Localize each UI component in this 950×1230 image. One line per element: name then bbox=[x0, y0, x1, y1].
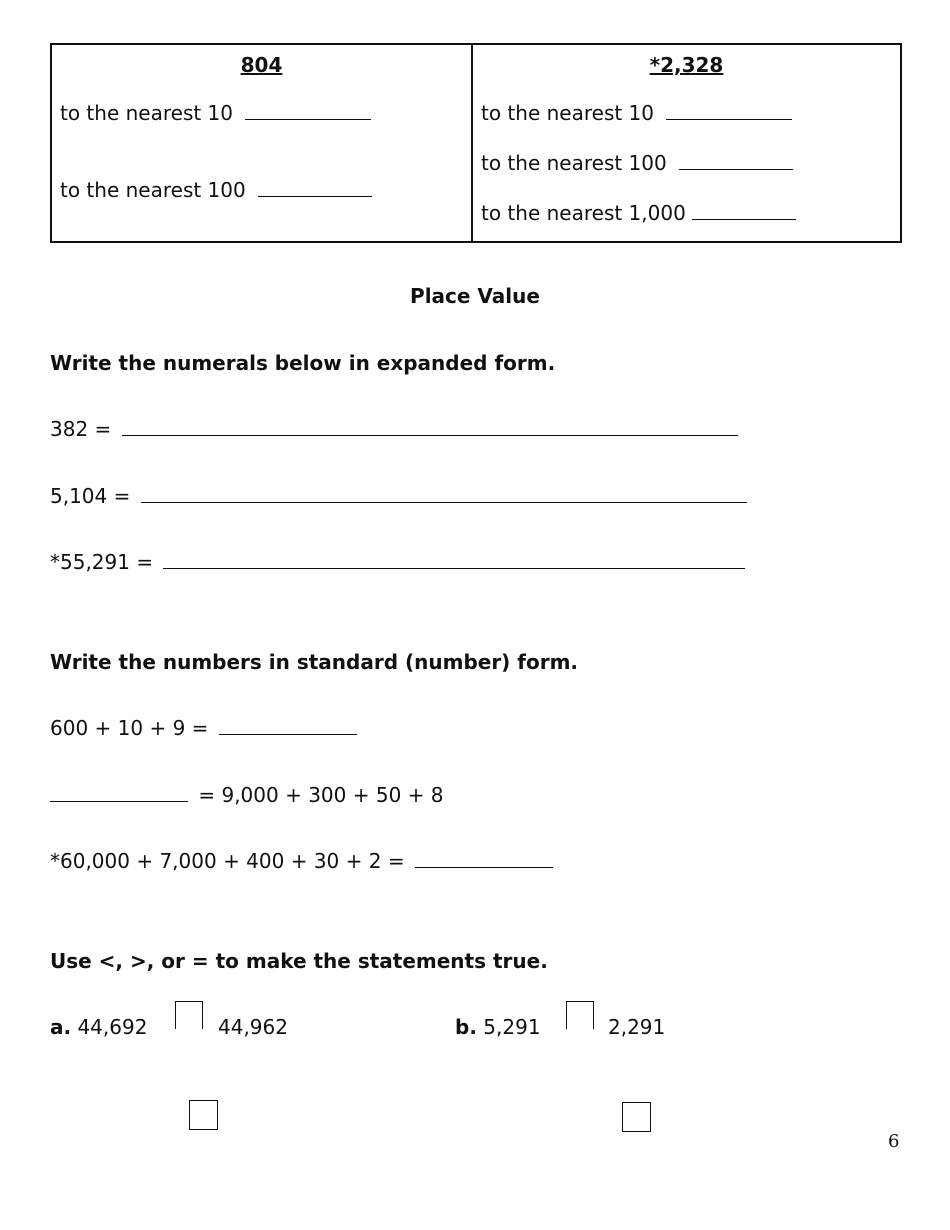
expanded-item-382-blank[interactable] bbox=[122, 417, 738, 436]
standard-item-3 bbox=[50, 849, 553, 873]
right-row-nearest-100 bbox=[481, 151, 793, 175]
standard-item-3-label: *60,000 + 7,000 + 400 + 30 + 2 = bbox=[50, 849, 405, 873]
expanded-item-5104-blank[interactable] bbox=[141, 484, 747, 503]
expanded-instruction: Write the numerals below in expanded form. bbox=[50, 351, 556, 375]
page-number: 6 bbox=[888, 1131, 900, 1152]
standard-item-3-blank[interactable] bbox=[415, 849, 553, 868]
right-row-nearest-100-blank[interactable] bbox=[679, 151, 793, 170]
right-cell-number: *2,328 bbox=[649, 53, 724, 77]
compare-instruction: Use <, >, or = to make the statements true. bbox=[50, 949, 548, 973]
right-row-nearest-1000 bbox=[481, 201, 796, 225]
expanded-item-5104 bbox=[50, 484, 747, 508]
compare-a-left: 44,692 bbox=[77, 1015, 148, 1039]
compare-b-answer-box[interactable] bbox=[566, 1001, 594, 1029]
left-row-nearest-10-label: to the nearest 10 bbox=[60, 101, 234, 125]
standard-item-1-blank[interactable] bbox=[219, 716, 357, 735]
compare-d-answer-box[interactable] bbox=[622, 1102, 651, 1132]
right-row-nearest-100-label: to the nearest 100 bbox=[481, 151, 667, 175]
compare-a-right: 44,962 bbox=[218, 1015, 288, 1039]
compare-b bbox=[455, 1015, 541, 1039]
compare-a-answer-box[interactable] bbox=[175, 1001, 203, 1029]
compare-b-left: 5,291 bbox=[483, 1015, 541, 1039]
rounding-table bbox=[50, 43, 902, 243]
left-row-nearest-100 bbox=[60, 178, 372, 202]
standard-instruction: Write the numbers in standard (number) form. bbox=[50, 650, 579, 674]
left-row-nearest-10 bbox=[60, 101, 371, 125]
expanded-item-382-label: 382 = bbox=[50, 417, 112, 441]
standard-item-1 bbox=[50, 716, 357, 740]
expanded-item-55291-blank[interactable] bbox=[163, 550, 745, 569]
compare-a bbox=[50, 1015, 147, 1039]
compare-c-answer-box[interactable] bbox=[189, 1100, 218, 1130]
compare-b-label: b. bbox=[455, 1015, 477, 1039]
right-row-nearest-10-blank[interactable] bbox=[666, 101, 792, 120]
expanded-item-55291-label: *55,291 = bbox=[50, 550, 154, 574]
compare-b-right: 2,291 bbox=[608, 1015, 666, 1039]
standard-item-2-blank[interactable] bbox=[50, 783, 188, 802]
standard-item-2-label: = 9,000 + 300 + 50 + 8 bbox=[198, 783, 444, 807]
left-row-nearest-100-blank[interactable] bbox=[258, 178, 372, 197]
left-row-nearest-100-label: to the nearest 100 bbox=[60, 178, 246, 202]
section-title: Place Value bbox=[410, 284, 540, 308]
right-row-nearest-10-label: to the nearest 10 bbox=[481, 101, 655, 125]
right-row-nearest-1000-label: to the nearest 1,000 bbox=[481, 201, 686, 225]
standard-item-2 bbox=[50, 783, 444, 807]
expanded-item-5104-label: 5,104 = bbox=[50, 484, 131, 508]
left-cell-number: 804 bbox=[240, 53, 283, 77]
right-row-nearest-10 bbox=[481, 101, 792, 125]
right-row-nearest-1000-blank[interactable] bbox=[692, 201, 796, 220]
standard-item-1-label: 600 + 10 + 9 = bbox=[50, 716, 209, 740]
left-row-nearest-10-blank[interactable] bbox=[245, 101, 371, 120]
expanded-item-55291 bbox=[50, 550, 745, 574]
expanded-item-382 bbox=[50, 417, 738, 441]
compare-a-label: a. bbox=[50, 1015, 72, 1039]
